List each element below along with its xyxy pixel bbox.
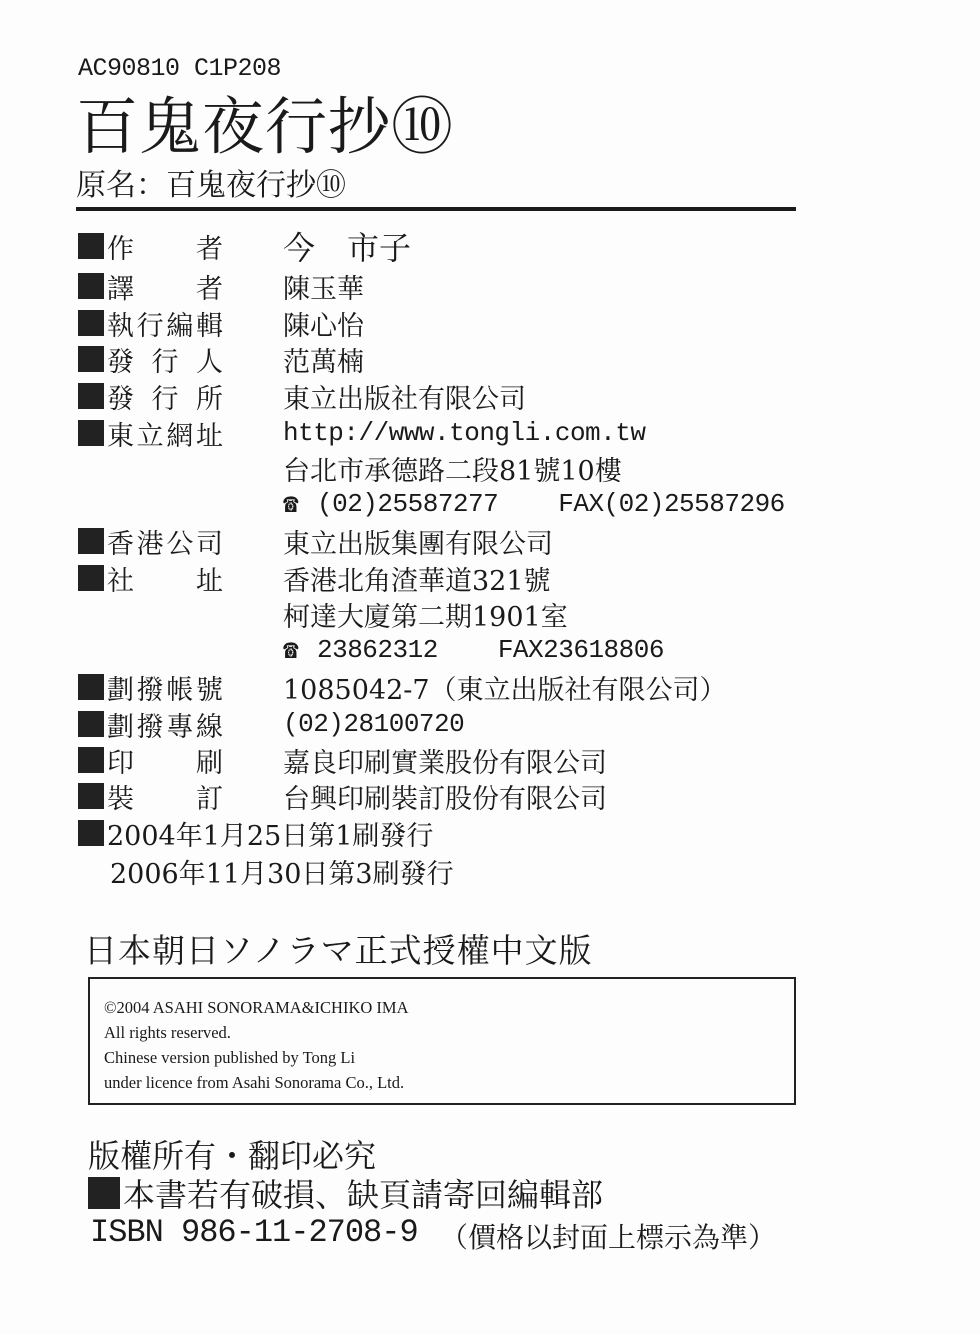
taipei-fax: FAX(02)25587296 [558, 489, 785, 519]
hk-company: 東立出版集團有限公司 [283, 528, 553, 560]
credit-row-translator [78, 268, 364, 305]
credit-label: 裝 訂 [107, 783, 223, 815]
credit-label: 劃 撥 專 線 [107, 711, 223, 743]
bullet-square-icon [78, 233, 104, 259]
rights-reserved: 版權所有・翻印必究 [88, 1137, 377, 1175]
credit-row-postal-account [78, 669, 727, 706]
credit-row-postal-line [78, 706, 465, 743]
credit-value: (02)28100720 [283, 709, 465, 739]
book-title: 百鬼夜行抄⑩ [76, 90, 455, 163]
original-title: 原名：百鬼夜行抄⑩ [76, 168, 346, 203]
credit-value: 陳心怡 [283, 310, 364, 342]
credit-value: 范萬楠 [283, 346, 364, 378]
credit-row-publisher [78, 378, 526, 415]
credit-row-editor [78, 305, 364, 342]
copyright-line: ©2004 ASAHI SONORAMA&ICHIKO IMA [104, 998, 409, 1017]
bullet-square-icon [78, 528, 104, 554]
hk-fax: FAX23618806 [497, 635, 664, 665]
bullet-square-icon [78, 310, 104, 336]
credit-label: 作 者 [107, 233, 223, 265]
bullet-square-icon [78, 747, 104, 773]
bullet-square-icon [78, 346, 104, 372]
credit-label: 東 立 網 址 [107, 420, 223, 452]
bullet-square-icon [78, 383, 104, 409]
bullet-square-icon [78, 273, 104, 299]
bullet-square-icon [78, 711, 104, 737]
taipei-contact [283, 486, 785, 522]
credit-value: 東立出版社有限公司 [283, 383, 526, 415]
hk-contact [283, 632, 664, 668]
credit-value: 嘉良印刷實業股份有限公司 [283, 747, 607, 779]
credit-value: 陳玉華 [283, 273, 364, 305]
title-divider [76, 207, 796, 211]
damage-notice: 本書若有破損、缺頁請寄回編輯部 [88, 1170, 603, 1216]
credit-label: 譯 者 [107, 273, 223, 305]
hk-address-line1: 香港北角渣華道321號 [283, 565, 551, 597]
credit-row-printer [78, 742, 607, 779]
credit-label: 劃 撥 帳 號 [107, 674, 223, 706]
hk-address-row [78, 560, 551, 597]
authorization-statement: 日本朝日ソノラマ正式授權中文版 [84, 931, 593, 970]
credit-row-author [78, 228, 412, 267]
hk-company-row [78, 523, 553, 560]
credit-row-publisher-person [78, 341, 364, 378]
first-printing: 2004年1月25日第1刷發行 [78, 815, 433, 851]
catalog-code: AC90810 C1P208 [78, 54, 282, 83]
bullet-square-icon [78, 674, 104, 700]
credit-label: 香 港 公 司 [107, 528, 223, 560]
credit-label: 執 行 編 輯 [107, 310, 223, 342]
phone-icon: ☎ [283, 489, 299, 520]
phone-icon: ☎ [283, 635, 299, 666]
bullet-square-icon [78, 565, 104, 591]
copyright-box [88, 977, 796, 1105]
bullet-square-icon [78, 783, 104, 809]
third-printing: 2006年11月30日第3刷發行 [110, 859, 454, 890]
bullet-square-icon [78, 820, 104, 846]
hk-phone: 23862312 [317, 635, 438, 665]
taipei-phone: (02)25587277 [317, 489, 499, 519]
bullet-square-icon [78, 420, 104, 446]
credit-label: 印 刷 [107, 747, 223, 779]
credit-value: 1085042-7（東立出版社有限公司） [283, 674, 727, 706]
credit-label: 發 行 人 [107, 346, 223, 378]
credit-row-binder [78, 778, 607, 815]
credit-row-website [78, 415, 646, 452]
taipei-address: 台北市承德路二段81號10樓 [283, 455, 622, 487]
hk-address-line2: 柯達大廈第二期1901室 [283, 601, 568, 633]
credit-value: 台興印刷裝訂股份有限公司 [283, 783, 607, 815]
copyright-line: under licence from Asahi Sonorama Co., Ltd. [104, 1073, 405, 1092]
credit-label: 發 行 所 [107, 383, 223, 415]
credit-label: 社 址 [107, 565, 223, 597]
copyright-line: All rights reserved. [104, 1023, 231, 1042]
isbn: ISBN 986-11-2708-9 [90, 1214, 418, 1251]
website-link[interactable]: http://www.tongli.com.tw [283, 418, 646, 448]
credit-value: 今 市子 [283, 229, 412, 267]
bullet-square-icon [88, 1177, 120, 1209]
copyright-line: Chinese version published by Tong Li [104, 1048, 356, 1067]
price-note: （價格以封面上標示為準） [440, 1221, 777, 1254]
